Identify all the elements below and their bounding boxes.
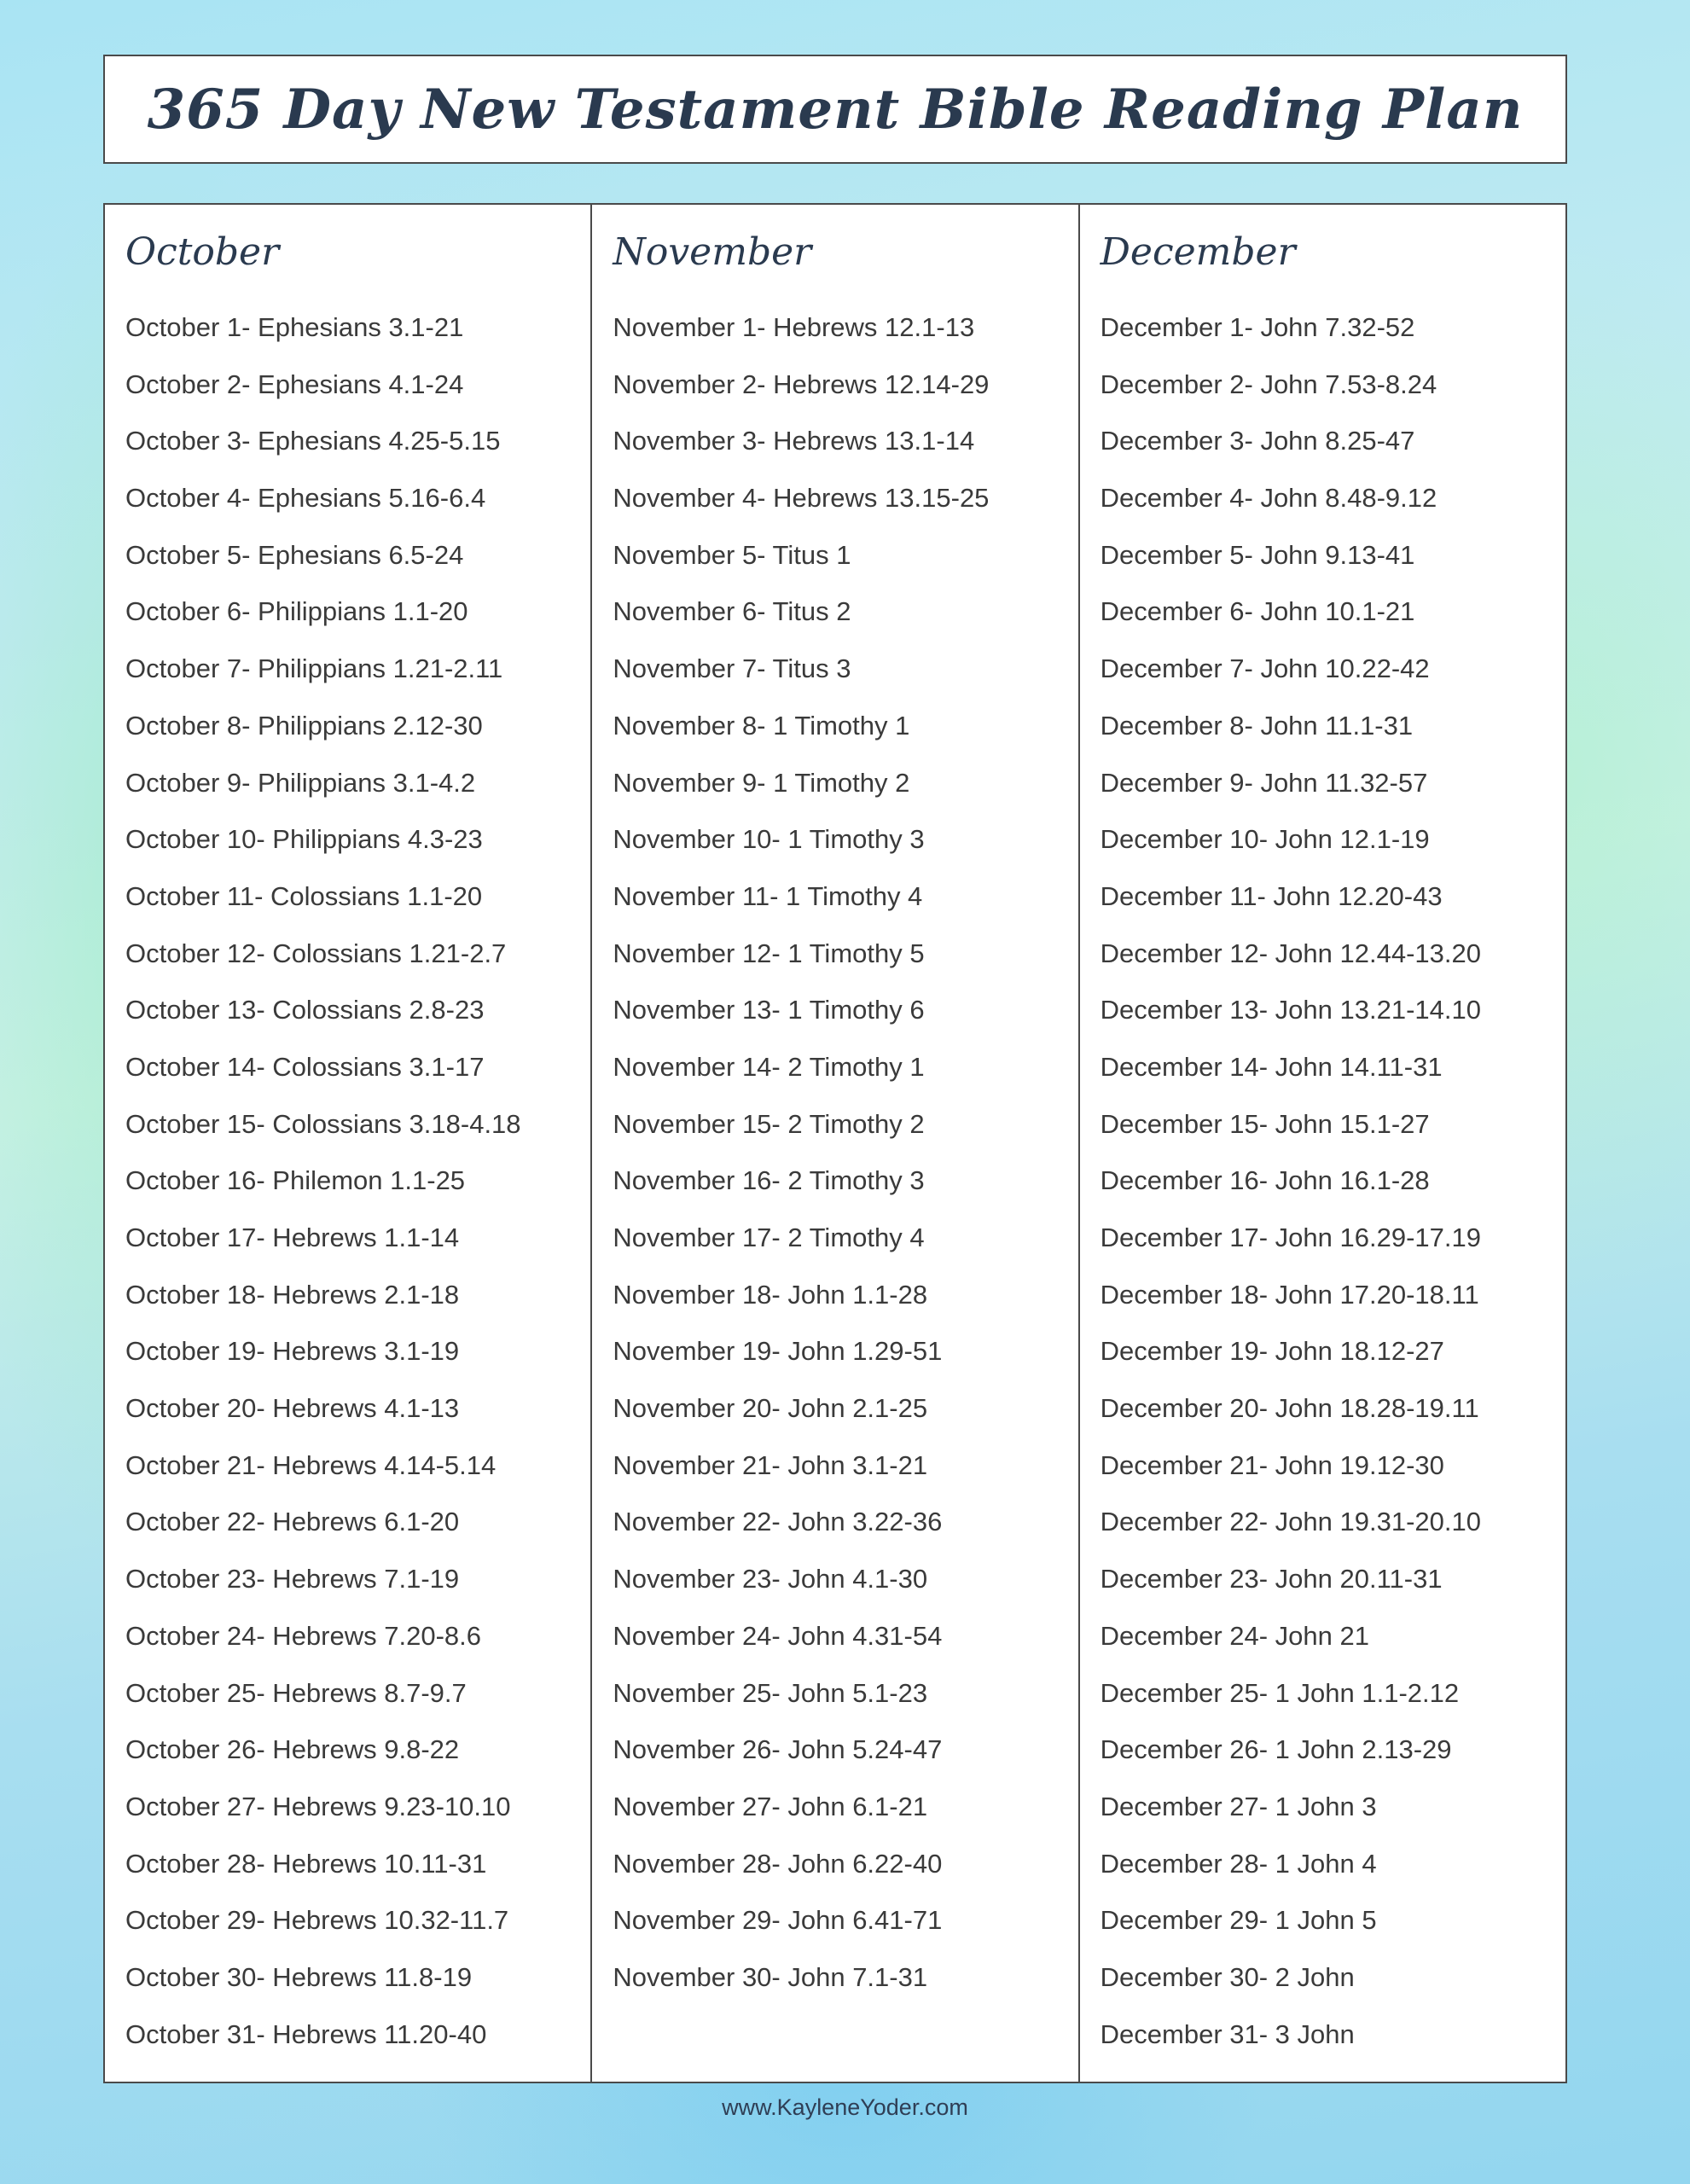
reading-list: [125, 311, 590, 2074]
reading-entry: October 15- Colossians 3.18-4.18: [125, 1108, 521, 1139]
reading-entry: October 9- Philippians 3.1-4.2: [125, 767, 476, 798]
reading-entry: November 11- 1 Timothy 4: [613, 880, 923, 911]
reading-entry: November 22- John 3.22-36: [613, 1507, 943, 1537]
reading-entry: November 23- John 4.1-30: [613, 1564, 928, 1594]
reading-entry: December 19- John 18.12-27: [1100, 1336, 1444, 1367]
month-column-december: [1080, 205, 1565, 2082]
reading-entry: December 6- John 10.1-21: [1100, 596, 1415, 627]
month-column-october: [105, 205, 592, 2082]
reading-entry: December 27- 1 John 3: [1100, 1791, 1377, 1821]
reading-entry: October 11- Colossians 1.1-20: [125, 880, 483, 911]
reading-entry: October 5- Ephesians 6.5-24: [125, 539, 464, 570]
reading-entry: December 9- John 11.32-57: [1100, 767, 1428, 798]
reading-entry: December 4- John 8.48-9.12: [1100, 483, 1437, 514]
month-heading: December: [1100, 230, 1296, 274]
reading-entry: November 5- Titus 1: [613, 539, 851, 570]
reading-entry: October 2- Ephesians 4.1-24: [125, 369, 464, 399]
reading-entry: December 23- John 20.11-31: [1100, 1564, 1443, 1594]
reading-entry: October 10- Philippians 4.3-23: [125, 824, 483, 855]
reading-entry: October 25- Hebrews 8.7-9.7: [125, 1677, 467, 1708]
reading-entry: November 20- John 2.1-25: [613, 1393, 928, 1424]
reading-entry: October 27- Hebrews 9.23-10.10: [125, 1791, 511, 1821]
reading-entry: November 4- Hebrews 13.15-25: [613, 483, 990, 514]
reading-entry: December 30- 2 John: [1100, 1961, 1355, 1992]
title-box: [103, 55, 1567, 164]
reading-entry: November 15- 2 Timothy 2: [613, 1108, 925, 1139]
reading-entry: October 22- Hebrews 6.1-20: [125, 1507, 460, 1537]
reading-entry: November 12- 1 Timothy 5: [613, 938, 925, 968]
reading-entry: October 4- Ephesians 5.16-6.4: [125, 483, 486, 514]
reading-entry: December 12- John 12.44-13.20: [1100, 938, 1481, 968]
reading-entry: December 1- John 7.32-52: [1100, 312, 1415, 342]
reading-entry: October 21- Hebrews 4.14-5.14: [125, 1449, 497, 1480]
reading-entry: December 20- John 18.28-19.11: [1100, 1393, 1479, 1424]
reading-entry: November 26- John 5.24-47: [613, 1734, 943, 1765]
page-title: 365 Day New Testament Bible Reading Plan: [147, 77, 1524, 142]
reading-entry: October 13- Colossians 2.8-23: [125, 995, 485, 1025]
reading-entry: November 19- John 1.29-51: [613, 1336, 943, 1367]
website-footer: www.KayleneYoder.com: [722, 2094, 968, 2120]
reading-entry: December 8- John 11.1-31: [1100, 710, 1414, 741]
reading-entry: November 13- 1 Timothy 6: [613, 995, 925, 1025]
reading-entry: October 7- Philippians 1.21-2.11: [125, 653, 503, 684]
reading-entry: December 26- 1 John 2.13-29: [1100, 1734, 1452, 1765]
reading-entry: December 14- John 14.11-31: [1100, 1051, 1443, 1082]
reading-entry: December 13- John 13.21-14.10: [1100, 995, 1481, 1025]
reading-entry: December 5- John 9.13-41: [1100, 539, 1415, 570]
reading-entry: December 11- John 12.20-43: [1100, 880, 1443, 911]
reading-entry: December 18- John 17.20-18.11: [1100, 1279, 1479, 1310]
reading-entry: October 1- Ephesians 3.1-21: [125, 312, 464, 342]
reading-entry: October 3- Ephesians 4.25-5.15: [125, 426, 501, 456]
reading-entry: October 12- Colossians 1.21-2.7: [125, 938, 507, 968]
reading-entry: November 17- 2 Timothy 4: [613, 1223, 925, 1252]
reading-entry: October 26- Hebrews 9.8-22: [125, 1734, 460, 1765]
reading-entry: November 3- Hebrews 13.1-14: [613, 426, 975, 456]
reading-entry: October 16- Philemon 1.1-25: [125, 1165, 466, 1196]
reading-entry: November 8- 1 Timothy 1: [613, 710, 910, 741]
reading-entry: December 16- John 16.1-28: [1100, 1165, 1430, 1196]
month-heading: November: [613, 230, 812, 274]
reading-entry: October 6- Philippians 1.1-20: [125, 596, 468, 627]
reading-entry: October 20- Hebrews 4.1-13: [125, 1393, 460, 1424]
reading-entry: October 8- Philippians 2.12-30: [125, 710, 483, 741]
reading-entry: November 14- 2 Timothy 1: [613, 1051, 925, 1082]
reading-entry: October 17- Hebrews 1.1-14: [125, 1223, 460, 1252]
reading-entry: December 28- 1 John 4: [1100, 1848, 1377, 1879]
reading-entry: December 17- John 16.29-17.19: [1100, 1223, 1481, 1252]
reading-entry: November 21- John 3.1-21: [613, 1449, 928, 1480]
reading-entry: November 28- John 6.22-40: [613, 1848, 943, 1879]
reading-entry: October 29- Hebrews 10.32-11.7: [125, 1905, 509, 1936]
reading-entry: November 6- Titus 2: [613, 596, 851, 627]
reading-entry: November 18- John 1.1-28: [613, 1279, 928, 1310]
reading-entry: November 25- John 5.1-23: [613, 1677, 928, 1708]
reading-entry: October 30- Hebrews 11.8-19: [125, 1961, 473, 1992]
reading-entry: November 7- Titus 3: [613, 653, 851, 684]
reading-entry: October 23- Hebrews 7.1-19: [125, 1564, 460, 1594]
reading-entry: December 21- John 19.12-30: [1100, 1449, 1444, 1480]
reading-entry: November 16- 2 Timothy 3: [613, 1165, 925, 1196]
reading-entry: December 29- 1 John 5: [1100, 1905, 1377, 1936]
reading-entry: November 30- John 7.1-31: [613, 1961, 928, 1992]
reading-entry: December 25- 1 John 1.1-2.12: [1100, 1677, 1460, 1708]
reading-entry: December 15- John 15.1-27: [1100, 1108, 1430, 1139]
reading-entry: October 19- Hebrews 3.1-19: [125, 1336, 460, 1367]
reading-list: [1101, 311, 1565, 2074]
month-heading: October: [125, 230, 280, 274]
reading-entry: December 10- John 12.1-19: [1100, 824, 1430, 855]
reading-entry: November 27- John 6.1-21: [613, 1791, 928, 1821]
reading-entry: December 31- 3 John: [1100, 2018, 1355, 2049]
reading-entry: December 3- John 8.25-47: [1100, 426, 1415, 456]
reading-entry: October 31- Hebrews 11.20-40: [125, 2018, 487, 2049]
reading-entry: December 24- John 21: [1100, 1620, 1369, 1651]
month-column-november: [592, 205, 1079, 2082]
reading-entry: December 7- John 10.22-42: [1100, 653, 1430, 684]
reading-entry: December 22- John 19.31-20.10: [1100, 1507, 1481, 1537]
reading-entry: November 29- John 6.41-71: [613, 1905, 943, 1936]
reading-entry: October 24- Hebrews 7.20-8.6: [125, 1620, 481, 1651]
reading-entry: October 18- Hebrews 2.1-18: [125, 1279, 460, 1310]
reading-entry: November 24- John 4.31-54: [613, 1620, 943, 1651]
reading-plan-table: [103, 203, 1567, 2083]
reading-entry: November 1- Hebrews 12.1-13: [613, 312, 975, 342]
reading-entry: November 9- 1 Timothy 2: [613, 767, 910, 798]
reading-entry: October 14- Colossians 3.1-17: [125, 1051, 485, 1082]
reading-entry: November 2- Hebrews 12.14-29: [613, 369, 990, 399]
reading-entry: November 10- 1 Timothy 3: [613, 824, 925, 855]
reading-entry: October 28- Hebrews 10.11-31: [125, 1848, 487, 1879]
reading-list: [613, 311, 1077, 2018]
reading-entry: December 2- John 7.53-8.24: [1100, 369, 1437, 399]
